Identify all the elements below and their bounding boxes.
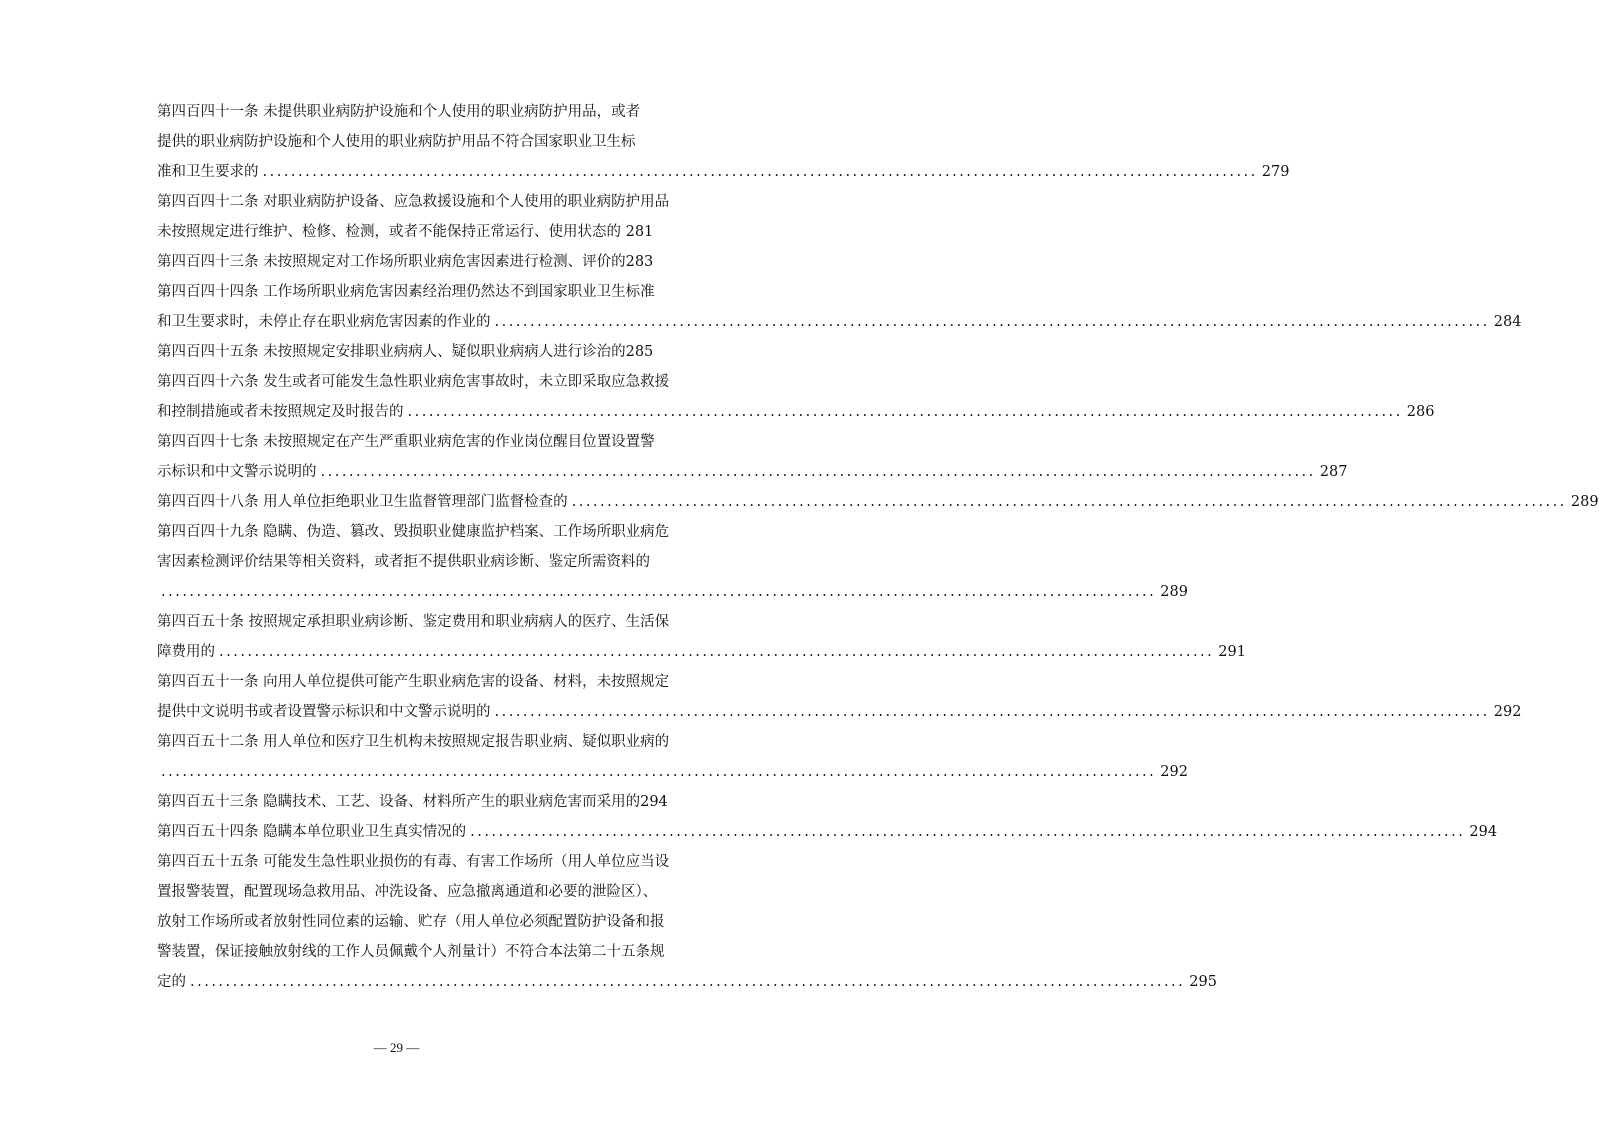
toc-line bbox=[157, 937, 731, 967]
toc-line bbox=[157, 367, 731, 397]
toc-text: 第四百五十一条 向用人单位提供可能产生职业病危害的设备、材料，未按照规定 bbox=[157, 674, 670, 690]
toc-line bbox=[157, 277, 731, 307]
toc-text: 第四百五十五条 可能发生急性职业损伤的有毒、有害工作场所（用人单位应当设 bbox=[157, 854, 670, 870]
toc-text: 第四百四十五条 未按照规定安排职业病病人、疑似职业病病人进行诊治的285 bbox=[157, 344, 654, 360]
toc-text: 放射工作场所或者放射性同位素的运输、贮存（用人单位必须配置防护设备和报 bbox=[157, 914, 665, 930]
toc-line bbox=[157, 127, 731, 157]
toc-text: 第四百四十三条 未按照规定对工作场所职业病危害因素进行检测、评价的283 bbox=[157, 254, 654, 270]
toc-page-number: 286 bbox=[1406, 404, 1435, 420]
toc-page-number: 287 bbox=[1319, 464, 1348, 480]
toc-text: 害因素检测评价结果等相关资料，或者拒不提供职业病诊断、鉴定所需资料的 bbox=[157, 554, 650, 570]
toc-entry bbox=[157, 847, 1217, 997]
toc-text: 第四百四十二条 对职业病防护设备、应急救援设施和个人使用的职业病防护用品 bbox=[157, 194, 670, 210]
toc-leader-dots: ............................................................................................................................................ bbox=[571, 494, 1567, 510]
toc-line bbox=[157, 787, 731, 817]
toc-line bbox=[157, 877, 731, 907]
toc-text: 障费用的 bbox=[157, 644, 215, 660]
toc-line bbox=[157, 517, 731, 547]
toc-text: 示标识和中文警示说明的 bbox=[157, 464, 317, 480]
toc-entry bbox=[157, 817, 1498, 847]
toc-entry bbox=[157, 517, 1188, 607]
toc-line bbox=[157, 907, 731, 937]
toc-line bbox=[157, 757, 1188, 787]
toc-entry bbox=[157, 487, 1599, 517]
toc-leader-dots: ............................................................................................................................................ bbox=[494, 314, 1490, 330]
toc-leader-dots: ............................................................................................................................................ bbox=[320, 464, 1316, 480]
toc-line bbox=[157, 967, 1217, 997]
toc-text: 第四百五十条 按照规定承担职业病诊断、鉴定费用和职业病病人的医疗、生活保 bbox=[157, 614, 670, 630]
toc-text: 提供中文说明书或者设置警示标识和中文警示说明的 bbox=[157, 704, 491, 720]
toc-page-number: 294 bbox=[1469, 824, 1498, 840]
toc-line bbox=[157, 97, 731, 127]
toc-page-number: 291 bbox=[1218, 644, 1246, 660]
toc-leader-dots: ............................................................................................................................................ bbox=[161, 764, 1157, 780]
toc-entry bbox=[157, 787, 731, 817]
toc-entry bbox=[157, 247, 731, 277]
toc-line bbox=[157, 157, 1290, 187]
toc-line bbox=[157, 697, 1522, 727]
toc-line bbox=[157, 637, 1246, 667]
toc-line bbox=[157, 667, 731, 697]
toc-line bbox=[157, 457, 1348, 487]
toc-leader-dots: ............................................................................................................................................ bbox=[190, 974, 1186, 990]
toc-line bbox=[157, 547, 731, 577]
toc-text: 提供的职业病防护设施和个人使用的职业病防护用品不符合国家职业卫生标 bbox=[157, 134, 636, 150]
table-of-contents bbox=[157, 97, 1599, 997]
toc-text: 第四百五十四条 隐瞒本单位职业卫生真实情况的 bbox=[157, 824, 467, 840]
toc-text: 定的 bbox=[157, 974, 186, 990]
toc-line bbox=[157, 727, 731, 757]
toc-text: 第四百四十七条 未按照规定在产生严重职业病危害的作业岗位醒目位置设置警 bbox=[157, 434, 655, 450]
toc-line bbox=[157, 187, 731, 217]
toc-text: 置报警装置，配置现场急救用品、冲洗设备、应急撤离通道和必要的泄险区）、 bbox=[157, 884, 658, 900]
toc-page-number: 292 bbox=[1160, 764, 1188, 780]
toc-line bbox=[157, 397, 1435, 427]
toc-page-number: 289 bbox=[1160, 584, 1188, 600]
toc-text: 第四百四十六条 发生或者可能发生急性职业病危害事故时，未立即采取应急救援 bbox=[157, 374, 670, 390]
toc-entry bbox=[157, 97, 1290, 187]
toc-leader-dots: ............................................................................................................................................ bbox=[470, 824, 1466, 840]
toc-leader-dots: ............................................................................................................................................ bbox=[407, 404, 1403, 420]
toc-entry bbox=[157, 427, 1348, 487]
toc-line bbox=[157, 247, 731, 277]
toc-leader-dots: ............................................................................................................................................ bbox=[262, 164, 1258, 180]
toc-page-number: 295 bbox=[1189, 974, 1217, 990]
toc-entry bbox=[157, 337, 731, 367]
toc-line bbox=[157, 607, 731, 637]
toc-text: 第四百四十四条 工作场所职业病危害因素经治理仍然达不到国家职业卫生标准 bbox=[157, 284, 655, 300]
toc-entry bbox=[157, 667, 1522, 727]
toc-page-number: 292 bbox=[1493, 704, 1522, 720]
toc-line bbox=[157, 577, 1188, 607]
toc-text: 第四百五十二条 用人单位和医疗卫生机构未按照规定报告职业病、疑似职业病的 bbox=[157, 734, 670, 750]
toc-entry bbox=[157, 187, 731, 247]
toc-line bbox=[157, 307, 1522, 337]
toc-line bbox=[157, 847, 731, 877]
toc-page-number: 289 bbox=[1570, 494, 1599, 510]
toc-entry bbox=[157, 607, 1246, 667]
toc-text: 第四百四十一条 未提供职业病防护设施和个人使用的职业病防护用品，或者 bbox=[157, 104, 641, 120]
toc-entry bbox=[157, 367, 1435, 427]
page-number: — 29 — bbox=[373, 1040, 420, 1055]
toc-entry bbox=[157, 727, 1188, 787]
toc-text: 警装置，保证接触放射线的工作人员佩戴个人剂量计）不符合本法第二十五条规 bbox=[157, 944, 665, 960]
toc-text: 第四百五十三条 隐瞒技术、工艺、设备、材料所产生的职业病危害而采用的294 bbox=[157, 794, 668, 810]
toc-line bbox=[157, 217, 731, 247]
toc-entry bbox=[157, 277, 1522, 337]
toc-text: 未按照规定进行维护、检修、检测，或者不能保持正常运行、使用状态的 281 bbox=[157, 224, 654, 240]
toc-page-number: 284 bbox=[1493, 314, 1522, 330]
toc-text: 和控制措施或者未按照规定及时报告的 bbox=[157, 404, 404, 420]
toc-line bbox=[157, 427, 731, 457]
toc-text: 第四百四十九条 隐瞒、伪造、篡改、毁损职业健康监护档案、工作场所职业病危 bbox=[157, 524, 670, 540]
toc-line bbox=[157, 337, 731, 367]
toc-leader-dots: ............................................................................................................................................ bbox=[219, 644, 1215, 660]
toc-line bbox=[157, 817, 1498, 847]
toc-text: 和卫生要求时，未停止存在职业病危害因素的作业的 bbox=[157, 314, 491, 330]
toc-leader-dots: ............................................................................................................................................ bbox=[161, 584, 1157, 600]
toc-text: 第四百四十八条 用人单位拒绝职业卫生监督管理部门监督检查的 bbox=[157, 494, 568, 510]
toc-leader-dots: ............................................................................................................................................ bbox=[494, 704, 1490, 720]
toc-text: 准和卫生要求的 bbox=[157, 164, 259, 180]
toc-page-number: 279 bbox=[1261, 164, 1290, 180]
toc-line bbox=[157, 487, 1599, 517]
